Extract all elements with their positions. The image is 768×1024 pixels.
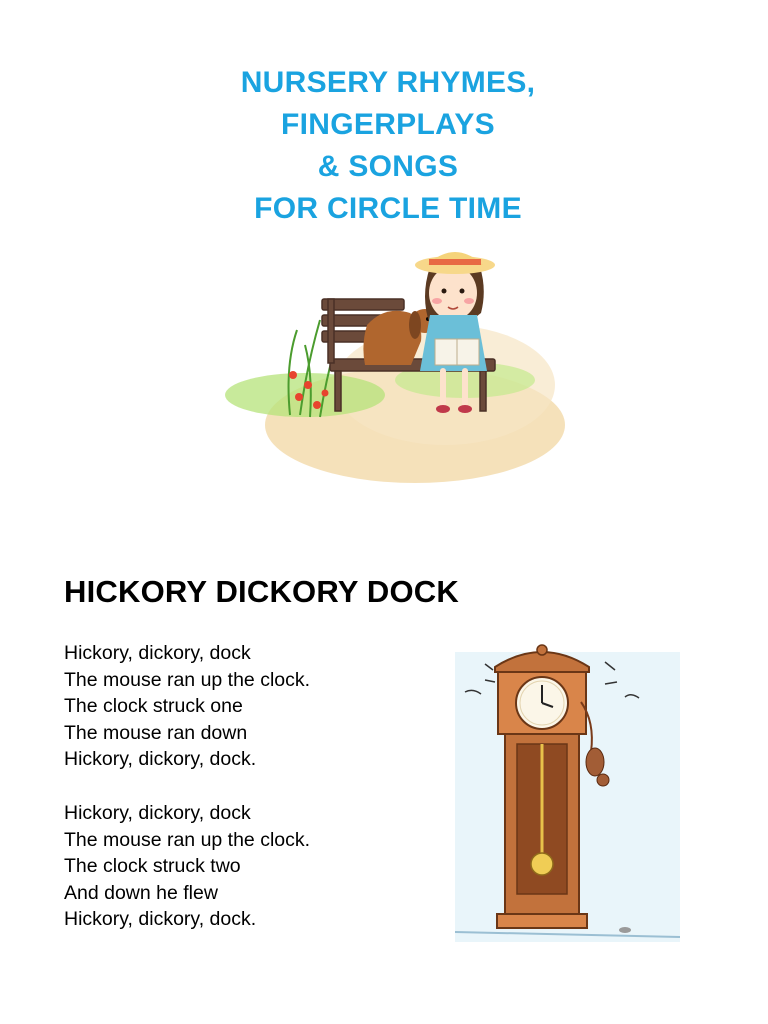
verse-line: Hickory, dickory, dock	[64, 802, 251, 824]
song-title: HICKORY DICKORY DOCK	[64, 574, 459, 609]
verse-1	[64, 640, 310, 773]
girl-on-bench-illustration	[215, 235, 575, 495]
verse-line: The mouse ran up the clock.	[64, 668, 311, 691]
verse-line: Hickory, dickory, dock.	[64, 748, 257, 771]
page-title	[0, 62, 768, 230]
verse-line: Hickory, dickory, dock	[64, 642, 251, 664]
verse-line: The clock struck one	[64, 695, 243, 718]
verse-line: The clock struck two	[64, 855, 241, 878]
verse-2	[64, 800, 310, 933]
grandfather-clock-illustration	[455, 632, 680, 960]
title-line-4: FOR CIRCLE TIME	[254, 192, 522, 225]
title-line-1: NURSERY RHYMES,	[240, 66, 536, 99]
verse-line: The mouse ran up the clock.	[64, 828, 311, 851]
verse-line: The mouse ran down	[64, 721, 248, 744]
verse-line: Hickory, dickory, dock.	[64, 908, 257, 931]
title-line-3: & SONGS	[317, 150, 459, 183]
title-line-2: FINGERPLAYS	[281, 108, 495, 141]
verse-line: And down he flew	[64, 881, 218, 904]
